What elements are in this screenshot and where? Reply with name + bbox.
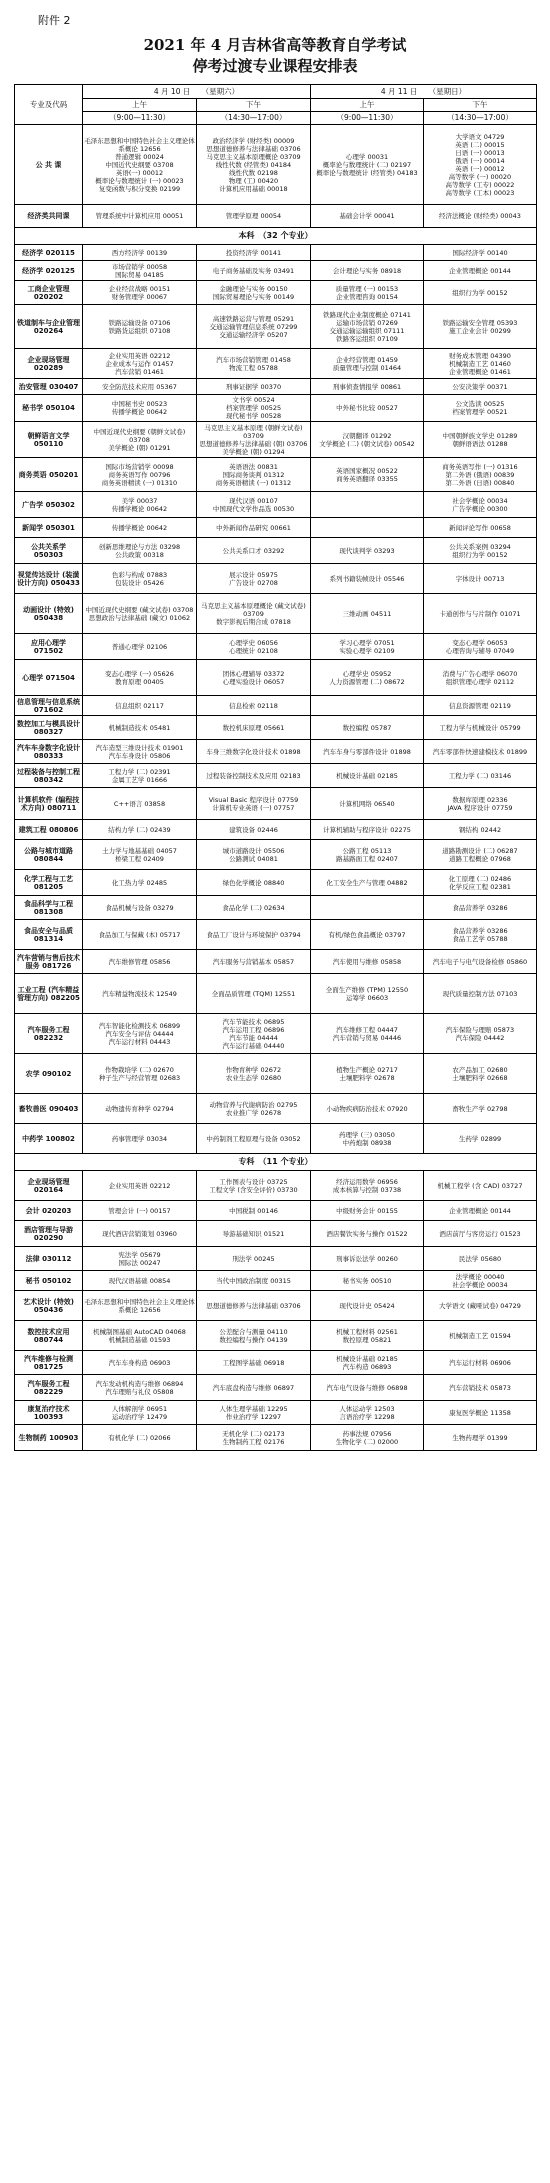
day2-am-courses-cell: 汽车车身与零部件设计 01898 [311,740,424,764]
schedule-table [14,84,537,1451]
attachment-label: 附件 2 [38,14,71,27]
day1-pm-courses-cell: 汽车节能技术 06895 汽车运用工程 06896 汽车节能 04444 汽车运行基础 04440 [197,1014,311,1054]
day2-pm-courses-cell: 卡通创作与与片制作 01071 [424,594,537,634]
day2-pm-courses-cell: 酒店前厅与客房运行 01523 [424,1221,537,1247]
table-row [15,518,537,538]
table-row [15,205,537,228]
day1-am-courses-cell: 中国近现代史纲要 (朝鲜文试卷) 03708 美学概论 (朝) 01291 [83,422,197,458]
major-name-cell: 工商企业管理 020202 [15,281,83,305]
day2-am-courses-cell: 计算机网络 06540 [311,788,424,820]
day2-am-courses-cell: 质量管理 (一) 00153 企业管理咨询 00154 [311,281,424,305]
day1-pm-courses-cell: 过程装备控制技术及应用 02183 [197,764,311,788]
table-row [15,1291,537,1321]
day2-am-courses-cell: 公路工程 05113 路基路面工程 02407 [311,840,424,870]
day1-am-courses-cell: 管理系统中计算机应用 00051 [83,205,197,228]
day1-pm-courses-cell: 刑法学 00245 [197,1247,311,1271]
day2-am-courses-cell: 铁路现代企业制度概论 07141 运输市场营销 07269 交通运输运输组织 07111 铁路客运组织 07109 [311,305,424,349]
day1-am-courses-cell: 现代酒店营销策划 03960 [83,1221,197,1247]
day2-pm-courses-cell: 农产品加工 02680 土壤肥料学 02668 [424,1054,537,1094]
day2-am-courses-cell: 化工安全生产与管理 04882 [311,870,424,896]
table-row [15,305,537,349]
table-row [15,1201,537,1221]
day1-pm-courses-cell: 汽车服务与营销基本 05857 [197,950,311,974]
day1-am-time: （9:00—11:30） [83,112,197,125]
major-name-cell: 新闻学 050301 [15,518,83,538]
day1-pm-courses-cell: 文书学 00524 档案管理学 00525 现代秘书学 00528 [197,395,311,422]
table-row [15,974,537,1014]
day1-pm-courses-cell: 动物营养与代谢病防治 02795 农业推广学 02678 [197,1094,311,1124]
day2-am-courses-cell: 数控编程 05787 [311,716,424,740]
table-row [15,458,537,492]
day2-pm-courses-cell: 法学概论 00040 社会学概论 00034 [424,1271,537,1291]
major-name-cell: 食品安全与品质 081314 [15,920,83,950]
day1-am-courses-cell: 药事管理学 03034 [83,1124,197,1154]
day2-pm-courses-cell: 消费与广告心理学 06070 组织管理心理学 02112 [424,660,537,696]
table-row [15,1271,537,1291]
day1-am-courses-cell: 机械制造技术 05481 [83,716,197,740]
table-row [15,261,537,281]
day2-pm-courses-cell: 企业管理概论 00144 [424,261,537,281]
day2-pm-courses-cell: 变态心理学 06053 心理咨询与辅导 07049 [424,634,537,660]
day1-am-courses-cell: 传播学概论 00642 [83,518,197,538]
day2-am-courses-cell: 药理学 (三) 03050 中药炮制 08938 [311,1124,424,1154]
day2-pm-courses-cell: 国际经济学 00140 [424,245,537,261]
day1-pm-courses-cell: 数控机床原理 05661 [197,716,311,740]
table-row [15,125,537,205]
day2-pm-courses-cell: 大学语文 04729 英语 (二) 00015 日语 (一) 00013 俄语 (一) 00014 英语 (一) 00012 高等数学 (一) 00020 高等数学 (工专) 00022 高等数学 (工本) 00023 [424,125,537,205]
document-title-line1: 2021 年 4 月吉林省高等教育自学考试 [143,36,407,54]
day2-am-courses-cell: 植物生产概论 02717 土壤肥料学 02678 [311,1054,424,1094]
major-name-cell: 秘书学 050104 [15,395,83,422]
major-name-cell: 广告学 050302 [15,492,83,518]
section-label: 本科 （32 个专业） [15,228,537,245]
day2-header: 4 月 11 日 （星期日） [311,85,537,99]
table-row [15,696,537,716]
day2-pm-courses-cell: 工程力学 (二) 03146 [424,764,537,788]
day2-am-courses-cell [311,696,424,716]
table-row [15,594,537,634]
day2-pm-courses-cell: 汽车运行材料 06906 [424,1351,537,1375]
major-name-cell: 化学工程与工艺 081205 [15,870,83,896]
table-row [15,1351,537,1375]
day1-pm-courses-cell: 高速铁路运营与管理 05291 交通运输管理信息系统 07299 交通运输经济学 05207 [197,305,311,349]
day1-pm-courses-cell: 刑事证据学 00370 [197,379,311,395]
major-name-cell: 应用心理学 071502 [15,634,83,660]
day1-pm-courses-cell: 现代汉语 00107 中国现代文学作品选 00530 [197,492,311,518]
day1-am-courses-cell: 汽车发动机构造与维修 06894 汽车理赔与礼仪 05808 [83,1375,197,1401]
day2-am-courses-cell: 机械设计基础 02185 [311,764,424,788]
day2-am-courses-cell: 三维动画 04511 [311,594,424,634]
day2-pm-courses-cell: 工程力学与机械设计 05799 [424,716,537,740]
day1-pm-courses-cell: 公差配合与测量 04110 数控编程与操作 04139 [197,1321,311,1351]
day2-am-courses-cell: 小动物疾病防治技术 07920 [311,1094,424,1124]
day1-am-courses-cell: 信息组织 02117 [83,696,197,716]
major-name-cell: 中药学 100802 [15,1124,83,1154]
table-row [15,896,537,920]
day1-am-courses-cell: 色彩与构成 07883 包装设计 05426 [83,564,197,594]
day1-am-courses-cell: 土力学与地基基础 04057 桥梁工程 02409 [83,840,197,870]
day1-am-courses-cell: 变态心理学 (一) 05626 教育原理 00405 [83,660,197,696]
day2-am-courses-cell: 汉朝翻译 01292 文学概论 (二) (朝文试卷) 00542 [311,422,424,458]
schedule-body [15,125,537,1451]
major-name-cell: 汽车服务工程 082229 [15,1375,83,1401]
table-row [15,1425,537,1451]
day2-pm-courses-cell: 化工原理 (二) 02486 化学反应工程 02381 [424,870,537,896]
day2-am-courses-cell [311,518,424,538]
table-row [15,1401,537,1425]
major-name-cell: 艺术设计 (特效) 050436 [15,1291,83,1321]
day1-pm-courses-cell: 汽车底盘构造与维修 06897 [197,1375,311,1401]
table-row [15,395,537,422]
day2-pm-courses-cell: 公共关系案例 03294 组织行为学 00152 [424,538,537,564]
table-row [15,634,537,660]
day1-am-courses-cell: 毛泽东思想和中国特色社会主义理论体系概论 12656 普通逻辑 00024 中国近代史纲要 03708 英语(一) 00012 概率论与数理统计 (一) 00023 复变函数与积分变换 02199 [83,125,197,205]
day2-am-courses-cell: 人体运动学 12503 言语治疗学 12298 [311,1401,424,1425]
major-name-cell: 过程装备与控制工程 080342 [15,764,83,788]
major-name-cell: 公共关系学 050303 [15,538,83,564]
major-name-cell: 信息管理与信息系统 071602 [15,696,83,716]
day2-pm-label: 下午 [424,99,537,112]
table-row [15,950,537,974]
day1-pm-courses-cell: 工作图表与设计 03725 工程文学 (含安全评价) 03730 [197,1171,311,1201]
major-name-cell: 数控技术应用 080744 [15,1321,83,1351]
day2-pm-courses-cell: 公安决策学 00371 [424,379,537,395]
day2-pm-courses-cell: 商务英语写作 (一) 01316 第二外语 (俄语) 00839 第二外语 (日语) 00840 [424,458,537,492]
day1-am-courses-cell: 管理会计 (一) 00157 [83,1201,197,1221]
day1-pm-courses-cell: 管理学原理 00054 [197,205,311,228]
table-row [15,492,537,518]
table-row [15,1124,537,1154]
day2-am-courses-cell: 现代谈判学 03293 [311,538,424,564]
major-name-cell: 经济学 020125 [15,261,83,281]
day2-pm-courses-cell: 公文选读 00525 档案管理学 00521 [424,395,537,422]
major-name-cell: 经济类共同课 [15,205,83,228]
day1-am-courses-cell: 中国近现代史纲要 (藏文试卷) 03708 思想政治与法律基础 (藏文) 01062 [83,594,197,634]
major-name-cell: 经济学 020115 [15,245,83,261]
table-row [15,820,537,840]
major-name-cell: 公 共 课 [15,125,83,205]
day2-pm-courses-cell: 铁路运输安全管理 05393 施工企业会计 00299 [424,305,537,349]
day2-pm-courses-cell: 畜牧生产学 02798 [424,1094,537,1124]
major-name-cell: 食品科学与工程 081308 [15,896,83,920]
day1-am-courses-cell: 中国秘书史 00523 传播学概论 00642 [83,395,197,422]
day2-pm-courses-cell: 大学语文 (藏哑试卷) 04729 [424,1291,537,1321]
day2-am-courses-cell: 计算机辅助与程序设计 02275 [311,820,424,840]
day2-pm-courses-cell: 生物药理学 01399 [424,1425,537,1451]
major-name-cell: 法律 030112 [15,1247,83,1271]
table-row [15,1221,537,1247]
day2-am-courses-cell: 汽车电气设备与维修 06898 [311,1375,424,1401]
day1-am-courses-cell: 毛泽东思想和中国特色社会主义理论体系概论 12656 [83,1291,197,1321]
day1-pm-courses-cell: 公共关系口才 03292 [197,538,311,564]
table-row [15,764,537,788]
table-row [15,379,537,395]
day2-pm-time: （14:30—17:00） [424,112,537,125]
day1-am-courses-cell: 汽车精益物流技术 12549 [83,974,197,1014]
major-name-cell: 数控加工与模具设计 080327 [15,716,83,740]
day1-pm-courses-cell: 团体心理辅导 03372 心理实验设计 06057 [197,660,311,696]
day2-am-courses-cell: 全面生产维修 (TPM) 12550 运筹学 06603 [311,974,424,1014]
table-row [15,870,537,896]
day2-am-courses-cell: 英语国家概况 00522 商务英语翻译 03355 [311,458,424,492]
major-name-cell: 视觉传达设计 (装潢设计方向) 050433 [15,564,83,594]
day2-am-courses-cell: 秘书实务 00510 [311,1271,424,1291]
table-row [15,564,537,594]
day1-am-courses-cell: 安全防范技术应用 05367 [83,379,197,395]
day2-am-courses-cell: 学习心理学 07051 实验心理学 02109 [311,634,424,660]
day1-am-courses-cell: 化工热力学 02485 [83,870,197,896]
day2-pm-courses-cell: 生药学 02899 [424,1124,537,1154]
day1-am-courses-cell: 企业实用英语 02212 企业成本与运作 01457 汽车营销 01461 [83,349,197,379]
table-row [15,422,537,458]
day1-am-courses-cell: 工程力学 (二) 02391 金属工艺学 01666 [83,764,197,788]
major-name-cell: 汽车车身数字化设计 080333 [15,740,83,764]
day2-am-courses-cell [311,492,424,518]
day1-header: 4 月 10 日 （星期六） [83,85,311,99]
day2-am-courses-cell: 机械设计基础 02185 汽车构造 06893 [311,1351,424,1375]
major-name-cell: 秘书 050102 [15,1271,83,1291]
day1-pm-courses-cell: 思想道德修养与法律基础 03706 [197,1291,311,1321]
day2-am-courses-cell: 基础会计学 00041 [311,205,424,228]
day2-pm-courses-cell: 经济法概论 (财经类) 00043 [424,205,537,228]
table-row [15,716,537,740]
major-name-cell: 汽车维修与检测 081725 [15,1351,83,1375]
day1-pm-courses-cell: 英语语法 00831 国际商务谈判 01312 商务英语精读 (一) 01312 [197,458,311,492]
day1-pm-courses-cell: 食品化学 (二) 02634 [197,896,311,920]
day2-am-label: 上午 [311,99,424,112]
day1-pm-courses-cell: 当代中国政治制度 00315 [197,1271,311,1291]
major-name-cell: 汽车服务工程 082232 [15,1014,83,1054]
day2-pm-courses-cell: 汽车营销技术 05873 [424,1375,537,1401]
day1-pm-courses-cell: 人体生理学基础 12295 作业治疗学 12297 [197,1401,311,1425]
day1-pm-courses-cell: 绿色化学概论 08840 [197,870,311,896]
day1-pm-courses-cell: 信息检索 02118 [197,696,311,716]
major-name-cell: 计算机软件 (编程技术方向) 080711 [15,788,83,820]
day1-pm-courses-cell: 工程图学基础 06918 [197,1351,311,1375]
day2-pm-courses-cell: 食品营养学 03286 食品工艺学 05788 [424,920,537,950]
table-row [15,349,537,379]
major-name-cell: 工业工程 (汽车精益管理方向) 082205 [15,974,83,1014]
table-row [15,538,537,564]
day1-am-courses-cell: 铁路运输设备 07106 铁路货运组织 07108 [83,305,197,349]
major-column-header: 专业及代码 [15,85,83,125]
day1-pm-courses-cell: 马克思主义基本原理概论 (藏文试卷) 03709 数字影视后期合成 07818 [197,594,311,634]
day2-pm-courses-cell: 企业管理概论 00144 [424,1201,537,1221]
section-row [15,1154,537,1171]
day1-am-courses-cell: 普通心理学 02106 [83,634,197,660]
day1-am-courses-cell: 美学 00037 传播学概论 00642 [83,492,197,518]
day1-pm-courses-cell: 投资经济学 00141 [197,245,311,261]
day2-am-courses-cell: 汽车使用与维修 05858 [311,950,424,974]
day2-am-courses-cell: 药事法规 07956 生物化学 (二) 02000 [311,1425,424,1451]
day2-am-courses-cell: 刑事侦查情报学 00861 [311,379,424,395]
day2-am-courses-cell: 企业经营管理 01459 质量管理与控制 01464 [311,349,424,379]
day1-pm-courses-cell: 中药制剂工程原理与设备 03052 [197,1124,311,1154]
table-row [15,660,537,696]
day2-pm-courses-cell: 组织行为学 00152 [424,281,537,305]
major-name-cell: 心理学 071504 [15,660,83,696]
day2-am-courses-cell: 有机/绿色食品概论 03797 [311,920,424,950]
day2-am-courses-cell: 机械工程材料 02561 数控原理 05821 [311,1321,424,1351]
document-title-line2: 停考过渡专业课程安排表 [192,57,358,75]
table-row [15,788,537,820]
major-name-cell: 治安管理 030407 [15,379,83,395]
section-row [15,228,537,245]
day1-pm-courses-cell: 政治经济学 (财经类) 00009 思想道德修养与法律基础 03706 马克思主义基本原理概论 03709 线性代数 (经管类) 04184 线性代数 02198 物理 (工) 00420 计算机应用基础 00018 [197,125,311,205]
major-name-cell: 会计 020203 [15,1201,83,1221]
major-name-cell: 企业现场管理 020164 [15,1171,83,1201]
day2-pm-courses-cell: 信息资源管理 02119 [424,696,537,716]
day1-pm-courses-cell: 建筑设备 02446 [197,820,311,840]
day2-pm-courses-cell: 机械工程学 (含 CAD) 03727 [424,1171,537,1201]
major-name-cell: 畜牧兽医 090403 [15,1094,83,1124]
day1-pm-courses-cell: 无机化学 (二) 02173 生物制药工程 02176 [197,1425,311,1451]
day2-pm-courses-cell: 康复医学概论 11358 [424,1401,537,1425]
day2-pm-courses-cell: 数据库原理 02336 JAVA 程序设计 07759 [424,788,537,820]
day1-am-courses-cell: 有机化学 (二) 02066 [83,1425,197,1451]
day2-am-courses-cell: 心理学 00031 概率论与数理统计 (二) 02197 概率论与数理统计 (经管类) 04183 [311,125,424,205]
day2-am-courses-cell: 心理学史 05952 人力资源管理 (二) 08672 [311,660,424,696]
day1-pm-courses-cell: 展示设计 05975 广告设计 02708 [197,564,311,594]
table-row [15,740,537,764]
day1-am-courses-cell: 企业实用英语 02212 [83,1171,197,1201]
day1-am-courses-cell: 汽车维修管理 05856 [83,950,197,974]
day1-am-courses-cell: 作物栽培学 (二) 02670 种子生产与经营管理 02683 [83,1054,197,1094]
day1-pm-courses-cell: 电子商务基础及实务 03491 [197,261,311,281]
table-row [15,1094,537,1124]
day2-pm-courses-cell: 字体设计 00713 [424,564,537,594]
day2-am-courses-cell: 汽车维修工程 04447 汽车营销与贸易 04446 [311,1014,424,1054]
day1-am-courses-cell: 宪法学 05679 国际法 00247 [83,1247,197,1271]
major-name-cell: 生物制药 100903 [15,1425,83,1451]
day1-pm-courses-cell: 作物育种学 02672 农业生态学 02680 [197,1054,311,1094]
day1-pm-courses-cell: 食品工厂设计与环境保护 03794 [197,920,311,950]
day1-am-courses-cell: 机械制图基础 AutoCAD 04068 机械制造基础 01593 [83,1321,197,1351]
day1-pm-courses-cell: 金融理论与实务 00150 国际贸易理论与实务 00149 [197,281,311,305]
day2-pm-courses-cell: 钢结构 02442 [424,820,537,840]
day2-am-courses-cell [311,245,424,261]
day1-am-courses-cell: 国际市场营销学 00098 商务英语写作 00796 商务英语精读 (一) 01310 [83,458,197,492]
table-row [15,245,537,261]
major-name-cell: 铁道制车与企业管理 020264 [15,305,83,349]
day2-pm-courses-cell: 道路勘测设计 (二) 06287 道路工程概论 07968 [424,840,537,870]
day1-am-courses-cell: 汽车智能化检测技术 06899 汽车安全与评估 04444 汽车运行材料 04443 [83,1014,197,1054]
day2-pm-courses-cell: 新闻评论写作 00658 [424,518,537,538]
day2-pm-courses-cell: 食品营养学 03286 [424,896,537,920]
day2-am-courses-cell: 会计理论与实务 08918 [311,261,424,281]
day1-am-label: 上午 [83,99,197,112]
day2-pm-courses-cell: 汽车零部件快速建模技术 01899 [424,740,537,764]
day2-am-courses-cell: 现代设计史 05424 [311,1291,424,1321]
day2-am-courses-cell: 系列书籍装帧设计 05546 [311,564,424,594]
day1-am-courses-cell: 企业经营战略 00151 财务管理学 00067 [83,281,197,305]
day1-am-courses-cell: 汽车造型三维设计技术 01901 汽车车身设计 05806 [83,740,197,764]
day1-pm-courses-cell: 全面品质管理 (TQM) 12551 [197,974,311,1014]
day1-pm-courses-cell: 车身三维数字化设计技术 01898 [197,740,311,764]
day1-pm-courses-cell: 马克思主义基本原理 (朝鲜文试卷) 03709 思想道德修养与法律基础 (朝) 03706 美学概论 (朝) 01294 [197,422,311,458]
day1-pm-courses-cell: Visual Basic 程序设计 07759 计算机专业英语 (一) 07757 [197,788,311,820]
day2-pm-courses-cell: 民法学 05680 [424,1247,537,1271]
major-name-cell: 建筑工程 080806 [15,820,83,840]
day1-am-courses-cell: 市场营销学 00058 国际贸易 04185 [83,261,197,281]
major-name-cell: 农学 090102 [15,1054,83,1094]
major-name-cell: 公路与城市道路 080844 [15,840,83,870]
day2-pm-courses-cell: 中国朝鲜族文学史 01289 朝鲜语语法 01288 [424,422,537,458]
day1-pm-time: （14:30—17:00） [197,112,311,125]
major-name-cell: 酒店管理与导游 020290 [15,1221,83,1247]
day1-pm-courses-cell: 汽车市场营销管理 01458 物流工程 05788 [197,349,311,379]
day2-pm-courses-cell: 汽车保险与理赔 05873 汽车保险 04442 [424,1014,537,1054]
section-label: 专科 （11 个专业） [15,1154,537,1171]
day1-am-courses-cell: 汽车车身构造 06903 [83,1351,197,1375]
table-row [15,1375,537,1401]
day2-am-courses-cell: 中外秘书比较 00527 [311,395,424,422]
day1-pm-courses-cell: 导游基础知识 01521 [197,1221,311,1247]
major-name-cell: 汽车营销与售后技术服务 081726 [15,950,83,974]
day1-am-courses-cell: 动物遗传育种学 02794 [83,1094,197,1124]
day1-am-courses-cell: C++语言 03858 [83,788,197,820]
day2-am-courses-cell: 刑事诉讼法学 00260 [311,1247,424,1271]
day2-am-courses-cell: 中级财务会计 00155 [311,1201,424,1221]
day1-pm-courses-cell: 中国税制 00146 [197,1201,311,1221]
table-row [15,840,537,870]
day1-pm-label: 下午 [197,99,311,112]
day2-pm-courses-cell: 财务成本管理 04390 机械制造工艺 01460 企业管理概论 01461 [424,349,537,379]
day1-am-courses-cell: 创新思维理论与方法 03298 公共政策 00318 [83,538,197,564]
day2-pm-courses-cell: 社会学概论 00034 广告学概论 00300 [424,492,537,518]
day2-am-courses-cell [311,896,424,920]
day1-am-courses-cell: 人体解剖学 06951 运动治疗学 12479 [83,1401,197,1425]
table-row [15,1171,537,1201]
major-name-cell: 朝鲜语言文学 050110 [15,422,83,458]
table-row [15,1014,537,1054]
day1-am-courses-cell: 现代汉语基础 00854 [83,1271,197,1291]
major-name-cell: 企业现场管理 020289 [15,349,83,379]
table-row [15,1054,537,1094]
day1-pm-courses-cell: 中外新闻作品研究 00661 [197,518,311,538]
day1-pm-courses-cell: 心理学史 06056 心理统计 02108 [197,634,311,660]
major-name-cell: 康复治疗技术 100393 [15,1401,83,1425]
day1-pm-courses-cell: 城市道路设计 05506 公路测试 04081 [197,840,311,870]
day2-pm-courses-cell: 机械制造工艺 01594 [424,1321,537,1351]
day2-pm-courses-cell: 汽车电子与电气设备检修 05860 [424,950,537,974]
day2-am-courses-cell: 经济运用数学 06956 成本核算与控制 03738 [311,1171,424,1201]
table-row [15,1321,537,1351]
table-row [15,281,537,305]
table-row [15,920,537,950]
day2-am-courses-cell: 酒店餐饮实务与操作 01522 [311,1221,424,1247]
day2-pm-courses-cell: 现代质量控制方法 07103 [424,974,537,1014]
major-name-cell: 动画设计 (特效) 050438 [15,594,83,634]
table-row [15,1247,537,1271]
major-name-cell: 商务英语 050201 [15,458,83,492]
day2-am-time: （9:00—11:30） [311,112,424,125]
day1-am-courses-cell: 结构力学 (二) 02439 [83,820,197,840]
day1-am-courses-cell: 食品加工与保藏 (本) 05717 [83,920,197,950]
day1-am-courses-cell: 西方经济学 00139 [83,245,197,261]
day1-am-courses-cell: 食品机械与设备 03279 [83,896,197,920]
